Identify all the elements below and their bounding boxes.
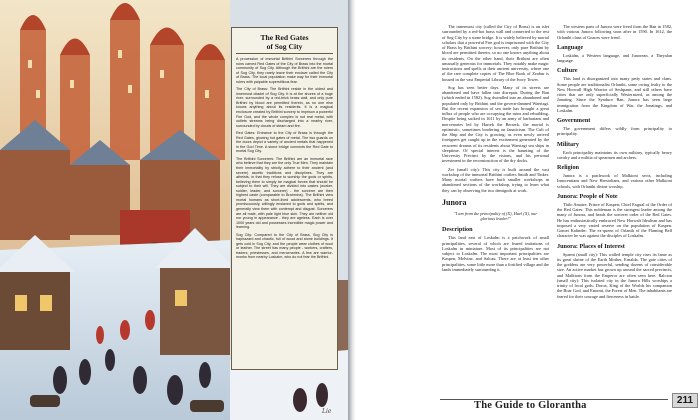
sidebar-red-gates — [231, 27, 338, 370]
section-heading: Culture — [557, 67, 578, 75]
section-heading: Junora: Places of Interest — [557, 242, 625, 250]
text-column-1 — [442, 24, 549, 275]
body-paragraph: This land is disorganized into many petty states and clans. Some people are traditionalist Orlanthi, some owing fealty to the New Horwall High Warrior of Seshpaun, and still others have cities that are only superficially Westernized, as among the Jonating. Since the Synduce Ban, Junora has seen large immigration from the Kingdom of War, the Jonatings, and Loskalm. — [557, 76, 672, 113]
text-column-2 — [557, 24, 672, 302]
section-heading: Language — [557, 43, 584, 51]
body-paragraph: Loskalm, a Western language, and Junorean, a Theyalan language. — [557, 52, 672, 63]
body-paragraph: This land east of Loskalm is a patchwork of small principalities, several of which are feared imitations of Loskalm in miniature. Most of its principalities are not subject to Loskalm. The most important principalities are Kaspen, Melvine, and Salcau. There are at least ten other principalities, some little more than a fortified village and the lands immediately surrounding it. — [442, 235, 549, 272]
sidebar-title — [236, 33, 333, 54]
section-heading: Junora: People of Note — [557, 192, 618, 200]
body-paragraph: Each principality maintains its own military, typically heavy cavalry and a militia of spearmen and archers. — [557, 149, 672, 160]
body-paragraph: Thilo Amaire, Prince of Kaspen; Chief Exgual of the Order of the Red Gates: This nobleman is the strongest leader among the many of Junora, and heads the sorcerer order of the Red Gates. He has enthusiastically embraced New Horwalt Idealism and has imposed a very varied reserve on the population of Kaspen. Gomet Kalinder: The ex-queen of Orlanth of the Flaming Bell character he was against the disciples of Loskalm. — [557, 201, 672, 239]
text-page — [356, 0, 700, 420]
sidebar-paragraph: The Brithini Sorcerers: The Brithini are an immortal race who believe that they are the only True Men. They maintain their immortality by strictly adhere to their ancient (and severe) ascetic traditions and disciplines. They are atheists, in that they refuse to worship the gods or spirits, believing them to simply be magical forces that should be subject to their will. They are divided into castes (worker, soldier, leader, and sorcerer) - the sorcerer are their highest caste (comparable to Brahmins). The Brithini view mortal humans as short-lived adolescents, who breed promiscuously, willingly enslaved to gods and spirits, and generally view them with contempt and disgust. Sorcerers are all male, with pale light blue skin. They are neither old nor young in appearance - they are ageless. Each is over 1000 years old and possesses incredible magic power and learning. — [236, 156, 333, 230]
body-paragraph: Sog has seen better days. Many of its streets are abandoned and have fallen into disrepair. During the Ban (which ended in 1582), Sog dwindled into an abandoned and populated only by Brithini and the govern-damned Waertagi. But the recent expansion of sea trade has brought a great influx of people who are occupying the ruins and rebuilding. Despite being sacked in 1611 by an army of barbarians and mercenaries led by Harrek the Berserk, the mortal is optimistic, sometimes bordering on fanaticism. The Cult of the Ship and the City is growing, as even newly arrived foreigners get caught up in the excitement generated by the recurrent dreams of its residents about Waertagi sea ships in sleeptime. Of special interest is the haunting of the University Precinct by the visions, and his personal investment in the reconstruction of the dry docks. — [442, 84, 549, 164]
page-gutter — [348, 0, 356, 420]
section-heading: Government — [557, 117, 591, 124]
body-paragraph: Zer (small city): This city is built around the vast workshop of the immortal Brithini crafters Smith and Tinker. Many mortal crafters have built smaller workshops in abandoned sections of the workshop, trying to learn what they can by observing the two demigods at work. — [442, 166, 549, 193]
sidebar-paragraph: The City of Brass: The Brithini reside in the oldest and innermost citadel of Sog City. It is at the shores of a huge river, surrounded by a red-brick brass wall, and only pure Brithini by blood are permitted therein, as no one else knows anything about its residents. It is a magical enclosure created by Brithini sorcery to imprison a powerful Fire God, and the whole complex is not real metal, with outlets streams being discharged into a nearby river, surrounded by clouds of steam and fire. — [236, 87, 333, 128]
section-heading-description: Description — [442, 226, 473, 234]
body-paragraph: The innermost city (called the City of Brass) is an islet surrounded by a red-hot brass wall and connected to the rest of Sog City by a stone bridge. It is widely believed by mortal scholars that a powerful Fire god is imprisoned with the City of Brass by Brithini sorcery; however, only pure Brithini by blood are permitted therein, so no one knows anything about its residents. On the other hand, their Brithini are often unusually generous for immortals. They notably make magic instructions and spells at their ancient university, where one of the rare complete copies of The Blue Book of Zzabur is housed in the vast Emperial Library of the Ivory Tower. — [442, 24, 549, 82]
sidebar-title-line2: of Sog City — [266, 42, 303, 51]
footer-book-title: The Guide to Glorantha — [474, 400, 587, 411]
artist-signature: Lie — [322, 408, 332, 415]
sidebar-title-line1: The Red Gates — [260, 33, 309, 42]
junora-quote: "I am from the principality of (X), Hael (X), our glorious leader!" — [453, 210, 538, 221]
section-heading: Military — [557, 140, 579, 148]
sidebar-paragraph: A procession of immortal Brithini Sorcerers through the ruins carved Red Gates of the City of Brass into the mortal community of Sog City. Although the Brithini are the rulers of Sog City, they rarely leave their enclave called the City of Brass. The local population make way for their immortal rulers with palpable superstitious fear. — [236, 57, 333, 84]
body-paragraph: Spaent (small city): This walled temple city rises its fame as its great shrine of the Earth Mother, Ernalda. The gate cities of the goddess are very powerful, sending dozens of considerable size. An active market has grown up around the sacred precincts, and Malkions from the Emperor are often seen here. Ralcion (small city): This isolated city in the Junora Hills worships a trinity of local gods: Doroa, King of the Worlds his companion the Boar God, and Enormi, the Forest of Men. The inhabitants are feared for their courage and fierceness in battle. — [557, 251, 672, 299]
sidebar-paragraph: Sog City: Compared to the City of Brass, Sog City is haphazard and chaotic, full of wood and stone buildings. It gets cold in Sog City, and the people wear clothes of wool or leather. The street has many people - workers, crafters, traders, priestesses, and mercenaries. A few are warrior-monks from nearby Loskalm, who do not fear the Brithini. — [236, 232, 333, 260]
body-paragraph: Junora is a patchwork of Malkioni sects, including Innocentians and New Hrestolians, and various other Malkioni schools, with Orlanthi divine worship. — [557, 173, 672, 189]
sidebar-paragraph: Red Gates: Entrance to the City of Brass is through the Red Gates, glowing hot gates of metal. The two guards on the doors depict a variety of ancient metals that happened in the God Time. A stone bridge connects the Red Gate to mortal Sog City. — [236, 131, 333, 154]
body-paragraph: The government differs wildly from principality to principality. — [557, 126, 672, 137]
page-footer — [356, 389, 700, 420]
section-heading-junora: Junora — [442, 197, 467, 207]
body-paragraph: The western parts of Junora were freed from the Ban in 1582, with various Junora following soon after in 1590. In 1612, the Orlanthi clans of Gnaces were freed. — [557, 24, 672, 40]
section-heading: Religion — [557, 164, 580, 171]
page-number: 211 — [672, 393, 698, 408]
